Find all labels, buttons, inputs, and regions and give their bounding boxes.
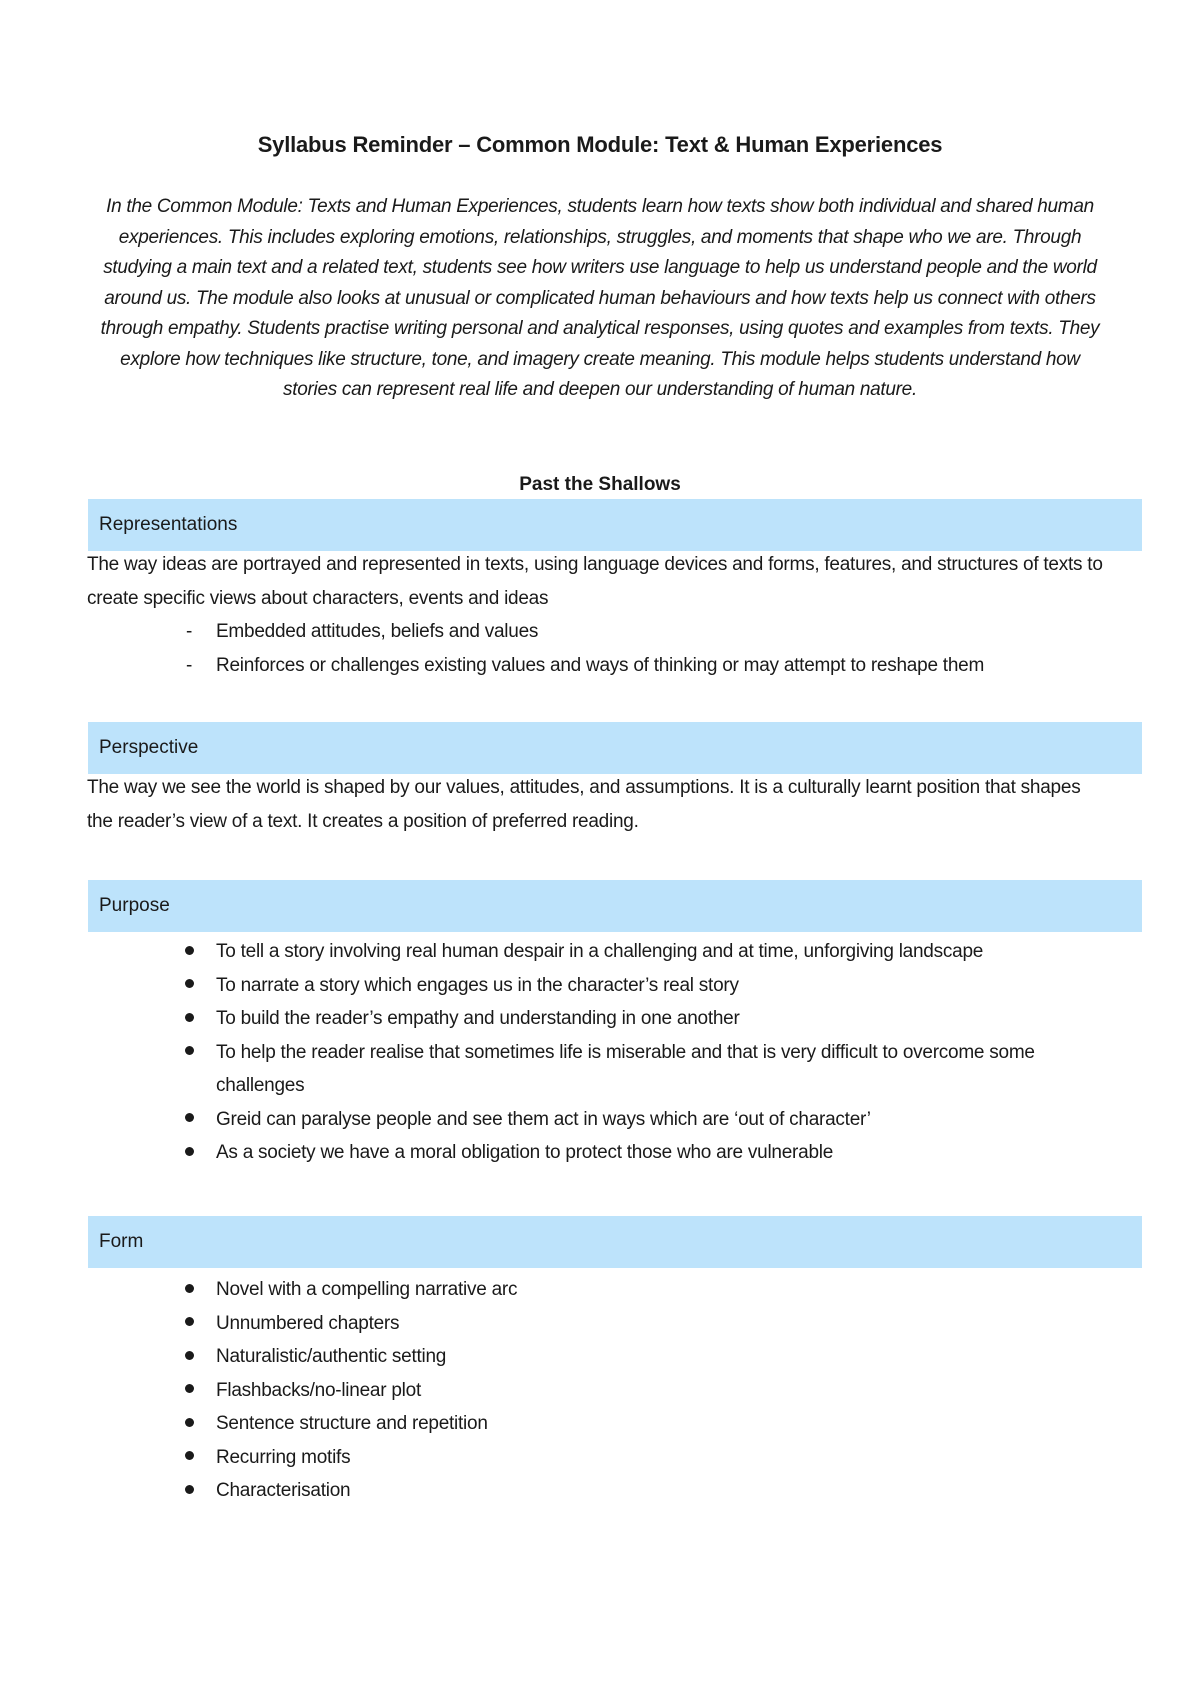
text-subtitle: Past the Shallows [519,474,681,495]
module-intro: In the Common Module: Texts and Human Experiences, students learn how texts show both individual and shared human experiences. This includes exploring emotions, relationships, struggles, and moments that shape who we are. Through studying a main text and a related text, students see how writers use language to help us understand people and the world around us. The module also looks at unusual or complicated human behaviours and how texts help us connect with others through empathy. Students practise writing personal and analytical responses, using quotes and examples from texts. They explore how techniques like structure, tone, and imagery create meaning. This module helps students understand how stories can represent real life and deepen our understanding of human nature. [100,196,1100,400]
list-item [0,935,1096,969]
list-item-text: Sentence structure and repetition [216,1413,488,1434]
bullet-dot-icon [181,1340,197,1374]
section-heading-representations: Representations [88,499,1142,551]
bullet-dot-icon [181,1374,197,1408]
perspective-paragraph: The way we see the world is shaped by our values, attitudes, and assumptions. It is a culturally learnt position that shapes the reader’s view of a text. It creates a position of preferred reading. [87,777,1081,832]
list-item [0,1407,1096,1441]
section-heading-purpose: Purpose [88,880,1142,932]
bullet-dot-icon [181,1136,197,1170]
page-title: Syllabus Reminder – Common Module: Text & Human Experiences [257,132,943,157]
list-item [0,1441,1096,1475]
bullet-dot-icon [181,1474,197,1508]
list-item-text: To build the reader’s empathy and understanding in one another [216,1008,740,1029]
form-list [0,1273,1200,1508]
list-item-text: Naturalistic/authentic setting [216,1346,447,1367]
list-item-text: Reinforces or challenges existing values and ways of thinking or may attempt to reshape them [216,654,985,676]
list-item-text: Recurring motifs [216,1446,351,1468]
bullet-dot-icon [181,1036,197,1070]
list-item [0,1103,1096,1137]
list-item-text: Flashbacks/no-linear plot [216,1379,421,1401]
representations-list [0,615,1200,682]
list-item [0,649,1096,683]
list-item [0,1036,1096,1103]
list-item-text: To tell a story involving real human despair in a challenging and at time, unforgiving landscape [216,941,984,962]
list-item [0,615,1096,649]
list-item [0,969,1096,1003]
list-item [0,1307,1096,1341]
list-item [0,1136,1096,1170]
list-item-text: To help the reader realise that sometimes life is miserable and that is very difficult to overcome some challenges [216,1041,1035,1096]
list-item [0,1340,1096,1374]
list-item [0,1474,1096,1508]
bullet-dot-icon [181,1002,197,1036]
bullet-dot-icon [181,1273,197,1307]
bullet-dot-icon [181,1103,197,1137]
list-item-text: Unnumbered chapters [216,1312,400,1334]
list-item [0,1002,1096,1036]
list-item [0,1273,1096,1307]
list-item [0,1374,1096,1408]
representations-paragraph: The way ideas are portrayed and represented in texts, using language devices and forms, features, and structures of texts to create specific views about characters, events and ideas [87,554,1103,609]
bullet-dot-icon [181,1441,197,1475]
list-item-text: Greid can paralyse people and see them act in ways which are ‘out of character’ [216,1108,871,1130]
list-item-text: As a society we have a moral obligation to protect those who are vulnerable [216,1142,834,1163]
dash-marker-icon: - [185,654,193,676]
bullet-dot-icon [181,1307,197,1341]
bullet-dot-icon [181,1407,197,1441]
section-heading-perspective: Perspective [88,722,1142,774]
list-item-text: To narrate a story which engages us in the character’s real story [216,974,739,996]
purpose-list [0,935,1200,1170]
dash-marker-icon: - [185,621,193,642]
list-item-text: Characterisation [216,1480,351,1501]
list-item-text: Embedded attitudes, beliefs and values [216,621,539,642]
list-item-text: Novel with a compelling narrative arc [216,1279,518,1300]
bullet-dot-icon [181,969,197,1003]
section-heading-form: Form [88,1216,1142,1268]
bullet-dot-icon [181,935,197,969]
